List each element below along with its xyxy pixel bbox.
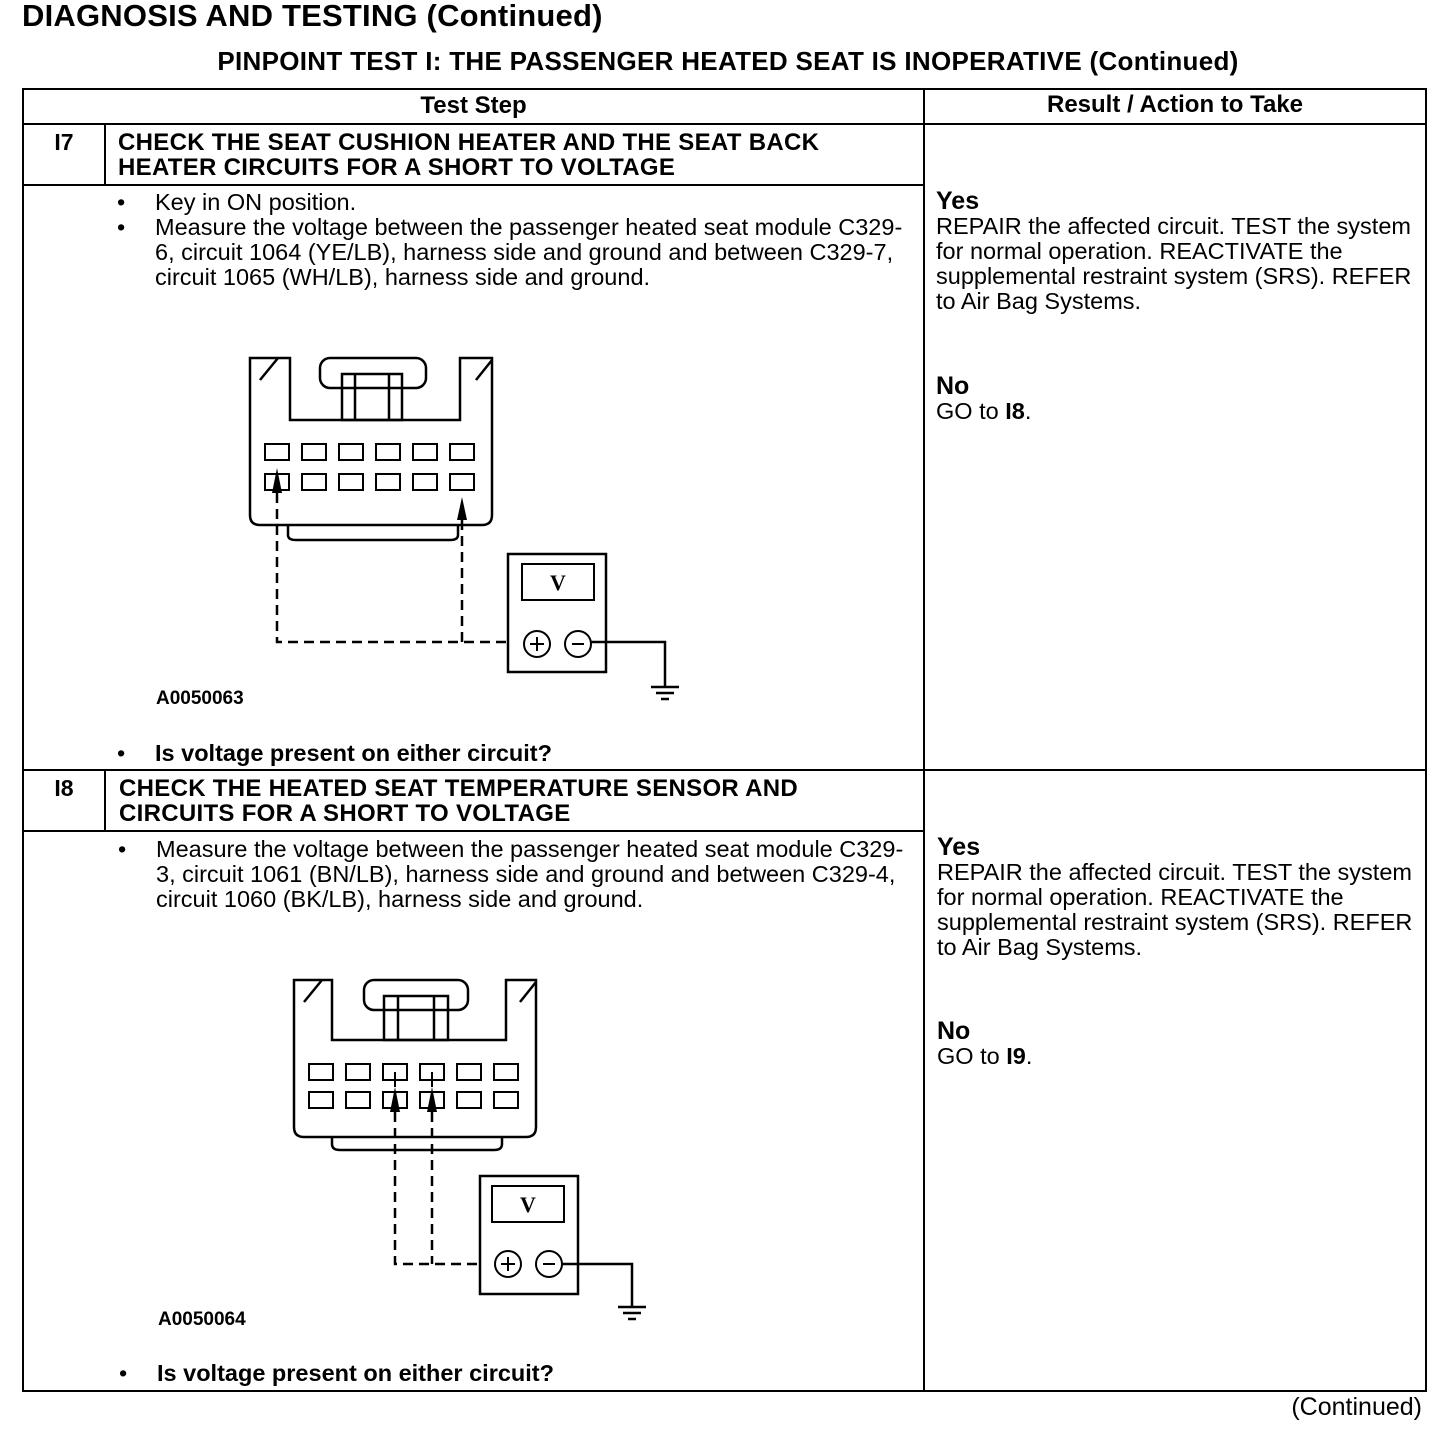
meter-v-label: V [550,570,566,595]
figure-id: A0050064 [158,1309,246,1330]
step-title: CHECK THE SEAT CUSHION HEATER AND THE SEAT BACK HEATER CIRCUITS FOR A SHORT TO VOLTAGE [118,129,820,181]
instruction-item: • Measure the voltage between the passenger heated seat module C329-6, circuit 1064 (YE/LB), harness side and ground and between C329-7, circuit 1065 (WH/LB), harness side and ground. [117,215,907,290]
no-action-target: I9 [1006,1043,1026,1069]
step-question: • Is voltage present on either circuit? [157,1360,554,1387]
test-step-header: Test Step [420,92,527,119]
i8-number-divider [104,769,106,832]
no-action-prefix: GO to [936,398,1006,424]
table-top-border [22,88,1427,90]
yes-action: REPAIR the affected circuit. TEST the system for normal operation. REACTIVATE the supplemental restraint system (SRS). REFER to Air Bag Systems. [937,859,1413,960]
instruction-item: • Measure the voltage between the passenger heated seat module C329-3, circuit 1061 (BN/LB), harness side and ground and between C329-4, circuit 1060 (BK/LB), harness side and ground. [118,837,908,912]
i7-result-yes [936,189,1416,314]
meter-v-label: V [520,1192,536,1217]
yes-label: Yes [937,833,981,861]
i8-result-yes [937,835,1417,960]
no-action-suffix: . [1025,1043,1033,1069]
step-instructions [118,837,908,912]
table-left-border [22,88,24,1392]
step-title: CHECK THE HEATED SEAT TEMPERATURE SENSOR AND CIRCUITS FOR A SHORT TO VOLTAGE [119,775,799,827]
no-label: No [936,372,970,400]
i8-result-no [937,1019,1417,1069]
step-number: I7 [54,129,74,155]
no-action-prefix: GO to [937,1043,1007,1069]
table-column-divider [923,88,925,1392]
connector-voltmeter-diagram [284,972,744,1332]
yes-label: Yes [936,187,980,215]
step-number: I8 [54,775,74,801]
pinpoint-test-title: PINPOINT TEST I: THE PASSENGER HEATED SEAT IS INOPERATIVE (Continued) [217,46,1239,76]
figure-id: A0050063 [156,688,244,709]
i7-result-no [936,374,1416,424]
table-right-border [1425,88,1427,1392]
i8-title-divider [22,830,923,832]
connector-voltmeter-diagram [240,350,700,710]
i7-number-divider [104,123,106,186]
no-action-target: I8 [1005,398,1025,424]
i7-title-divider [22,184,923,186]
page-title: DIAGNOSIS AND TESTING (Continued) [22,0,603,33]
result-header: Result / Action to Take [1046,91,1304,118]
no-label: No [937,1017,971,1045]
header-row-divider [22,123,1427,125]
table-bottom-border [22,1390,1427,1392]
yes-action: REPAIR the affected circuit. TEST the system for normal operation. REACTIVATE the supplemental restraint system (SRS). REFER to Air Bag Systems. [936,213,1412,314]
instruction-item: • Key in ON position. [117,190,907,215]
no-action-suffix: . [1024,398,1032,424]
step-divider [22,769,1427,771]
step-question: • Is voltage present on either circuit? [155,740,552,767]
step-instructions [117,190,907,290]
continued-note: (Continued) [1291,1393,1422,1421]
